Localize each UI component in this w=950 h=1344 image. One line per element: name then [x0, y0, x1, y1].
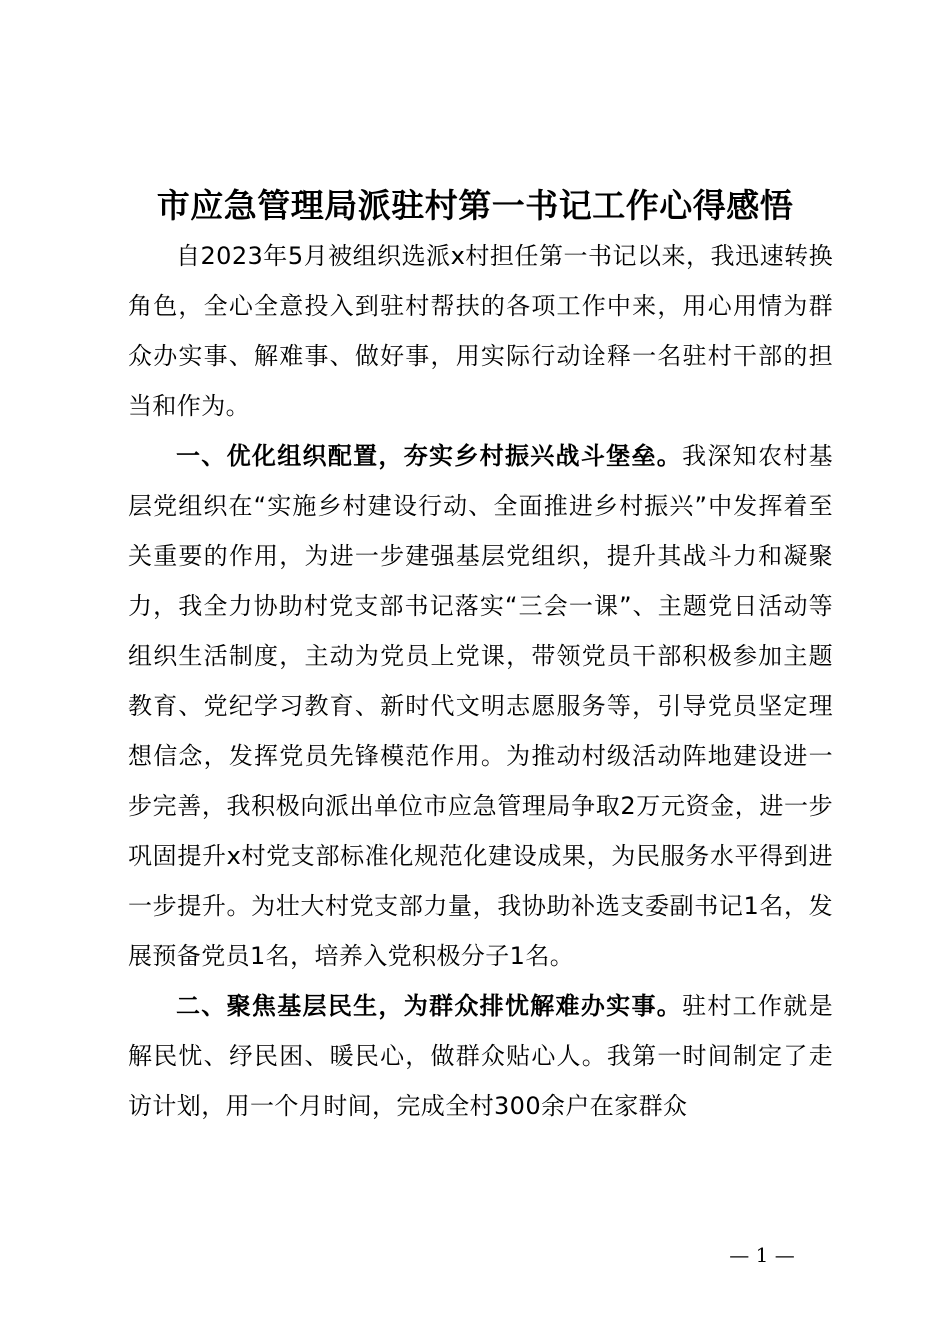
paragraph-text: 驻村工作就是解民忧、纾民困、暖民心，做群众贴心人。我第一时间制定了走访计划，用一个月时间，完成全村300余户在家群众	[128, 992, 833, 1120]
paragraph-text: 我深知农村基层党组织在“实施乡村建设行动、全面推进乡村振兴”中发挥着至关重要的作用，为进一步建强基层党组织，提升其战斗力和凝聚力，我全力协助村党支部书记落实“三会一课”、主题党日活动等组织生活制度，主动为党员上党课，带领党员干部积极参加主题教育、党纪学习教育、新时代文明志愿服务等，引导党员坚定理想信念，发挥党员先锋模范作用。为推动村级活动阵地建设进一步完善，我积极向派出单位市应急管理局争取2万元资金，进一步巩固提升x村党支部标准化规范化建设成果，为民服务水平得到进一步提升。为壮大村党支部力量，我协助补选支委副书记1名，发展预备党员1名，培养入党积极分子1名。	[128, 442, 833, 970]
paragraph-section-1	[128, 431, 833, 981]
section-heading: 一、优化组织配置，夯实乡村振兴战斗堡垒。	[176, 442, 683, 470]
section-heading: 二、聚焦基层民生，为群众排忧解难办实事。	[176, 992, 683, 1020]
page-number: — 1 —	[729, 1243, 795, 1267]
paragraph-text: 自2023年5月被组织选派x村担任第一书记以来，我迅速转换角色，全心全意投入到驻村帮扶的各项工作中来，用心用情为群众办实事、解难事、做好事，用实际行动诠释一名驻村干部的担当和作为。	[128, 242, 833, 420]
document-body	[128, 231, 833, 1131]
document-title: 市应急管理局派驻村第一书记工作心得感悟	[156, 186, 794, 225]
paragraph-intro	[128, 231, 833, 431]
paragraph-section-2	[128, 981, 833, 1131]
